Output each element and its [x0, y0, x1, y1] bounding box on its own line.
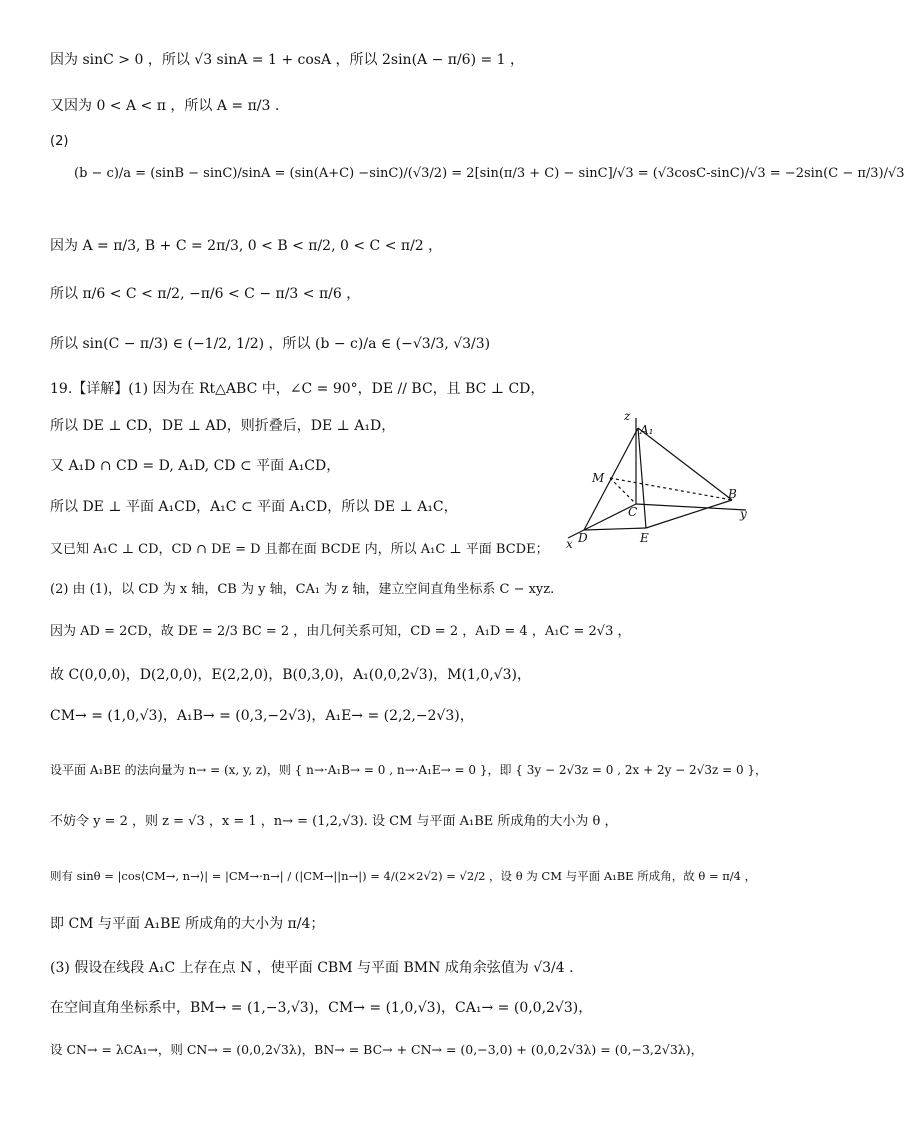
label-y: y — [740, 507, 747, 521]
text-line-18: 不妨令 y = 2 ，则 z = √3 ，x = 1 ，n→ = (1,2,√3). 设 CM 与平面 A₁BE 所成角的大小为 θ ， — [50, 814, 618, 829]
text-line-13: (2) 由 (1)，以 CD 为 x 轴，CB 为 y 轴，CA₁ 为 z 轴，建立空间直角坐标系 C − xyz. — [50, 582, 555, 597]
text-line-21: (3) 假设在线段 A₁C 上存在点 N ，使平面 CBM 与平面 BMN 成角余弦值为 √3/4 . — [50, 960, 574, 976]
edge-a1-b — [638, 428, 732, 500]
text-line-10: 又 A₁D ∩ CD = D, A₁D, CD ⊂ 平面 A₁CD， — [50, 458, 341, 474]
text-line-7: 所以 sin(C − π/3) ∈ (−1/2, 1/2) ，所以 (b − c)/a ∈ (−√3/3, √3/3) — [50, 336, 491, 352]
text-line-4: (b − c)/a = (sinB − sinC)/sinA = (sin(A+C) −sinC)/(√3/2) = 2[sin(π/3 + C) − sinC]/√3 = (√3cosC-sinC)/√3 = −2sin(C − π/3)/√3 — [74, 166, 905, 181]
label-z: z — [624, 409, 631, 423]
text-line-15: 故 C(0,0,0)，D(2,0,0)，E(2,2,0)，B(0,3,0)，A₁(0,0,2√3)，M(1,0,√3)， — [50, 667, 531, 683]
text-line-1: 因为 sinC > 0 ，所以 √3 sinA = 1 + cosA ，所以 2sin(A − π/6) = 1 ， — [50, 52, 525, 68]
label-b: B — [728, 487, 737, 501]
text-line-5: 因为 A = π/3, B + C = 2π/3, 0 < B < π/2, 0 < C < π/2 ， — [50, 238, 443, 254]
label-a1: A₁ — [640, 423, 654, 437]
label-m: M — [592, 471, 605, 485]
text-line-22: 在空间直角坐标系中，BM→ = (1,−3,√3)，CM→ = (1,0,√3)，CA₁→ = (0,0,2√3)， — [50, 1000, 593, 1016]
text-line-14: 因为 AD = 2CD，故 DE = 2/3 BC = 2 ，由几何关系可知，CD = 2 ，A₁D = 4 ，A₁C = 2√3 ， — [50, 624, 631, 639]
label-d: D — [578, 531, 588, 545]
edge-m-c — [610, 478, 636, 504]
label-e: E — [640, 531, 649, 545]
text-line-2: 又因为 0 < A < π ，所以 A = π/3 . — [50, 98, 280, 114]
text-line-9: 所以 DE ⊥ CD，DE ⊥ AD，则折叠后，DE ⊥ A₁D， — [50, 418, 396, 434]
text-line-23: 设 CN→ = λCA₁→，则 CN→ = (0,0,2√3λ)，BN→ = BC→ + CN→ = (0,−3,0) + (0,0,2√3λ) = (0,−3,2√3λ)， — [50, 1042, 704, 1057]
text-line-11: 所以 DE ⊥ 平面 A₁CD，A₁C ⊂ 平面 A₁CD，所以 DE ⊥ A₁C， — [50, 499, 458, 515]
label-c: C — [628, 505, 638, 519]
edge-d-e — [584, 528, 646, 530]
y-axis-line — [636, 504, 746, 510]
text-line-12: 又已知 A₁C ⊥ CD，CD ∩ DE = D 且都在面 BCDE 内，所以 A₁C ⊥ 平面 BCDE； — [50, 542, 549, 557]
edge-a1-e — [638, 428, 646, 528]
text-line-17: 设平面 A₁BE 的法向量为 n→ = (x, y, z)，则 { n→·A₁B→ = 0 , n→·A₁E→ = 0 }，即 { 3y − 2√3z = 0 , 2x + 2y − 2√3z = 0 }， — [50, 763, 768, 777]
edge-e-b — [646, 500, 732, 528]
pyramid-figure — [560, 404, 760, 554]
text-line-6: 所以 π/6 < C < π/2, −π/6 < C − π/3 < π/6 ， — [50, 286, 361, 302]
text-line-8: 19.【详解】(1) 因为在 Rt△ABC 中，∠C = 90°，DE // BC，且 BC ⊥ CD， — [50, 381, 545, 397]
text-line-3: (2) — [50, 134, 69, 149]
text-line-19: 则有 sinθ = |cos⟨CM→, n→⟩| = |CM→·n→| / (|CM→||n→|) = 4/(2×2√2) = √2/2 ，设 θ 为 CM 与平面 A₁BE 所成角，故 θ = π/4 ， — [50, 869, 757, 883]
label-x: x — [566, 537, 573, 551]
text-line-20: 即 CM 与平面 A₁BE 所成角的大小为 π/4； — [50, 916, 325, 932]
text-line-16: CM→ = (1,0,√3)，A₁B→ = (0,3,−2√3)，A₁E→ = (2,2,−2√3)， — [50, 708, 474, 724]
